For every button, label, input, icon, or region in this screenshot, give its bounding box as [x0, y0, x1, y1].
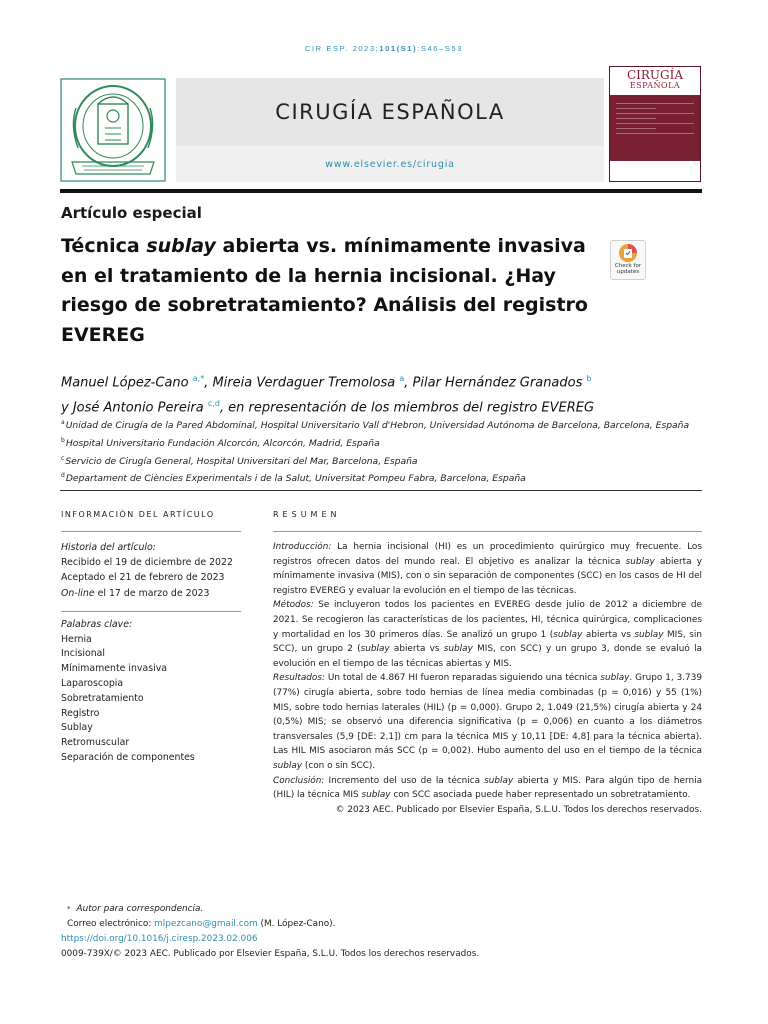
citation-journal: CIR ESP. — [304, 44, 349, 53]
cover-rule — [616, 123, 694, 124]
citation-volume: 101(S1) — [379, 44, 418, 53]
email-note: Correo electrónico: mlpezcano@gmail.com (M. López-Cano). — [67, 919, 336, 929]
cover-rule — [616, 128, 656, 129]
journal-title-band — [176, 78, 604, 146]
keyword-item: Registro — [61, 707, 100, 719]
doi-link[interactable]: https://doi.org/10.1016/j.ciresp.2023.02.006 — [61, 934, 258, 944]
check-updates-label: Check for updates — [614, 263, 642, 275]
abstract-introduction: Introducción: La hernia incisional (HI) es un procedimiento quirúrgico muy frecuente. Los registros ofrecen datos del mundo real. El objetivo es analizar la técnica sublay abierta y mínimamente invasiva (MIS), con o sin separación de componentes (SCC) en los casos de HI del registro EVEREG y evaluar la evolución en el tiempo de las técnicas. — [273, 542, 702, 596]
divider — [273, 531, 702, 532]
abstract-column — [273, 510, 702, 817]
cover-footer — [610, 161, 700, 181]
cover-rule — [616, 108, 656, 109]
affiliation-item: $^a$Unidad de Cirugía de la Pared Abdominal, Hospital Universitario Vall d'Hebron, Universidad Autónoma de Barcelona, Barcelona, España — [61, 419, 690, 432]
keyword-item: Sublay — [61, 722, 93, 734]
author-name[interactable]: Manuel López-Cano — [61, 375, 189, 391]
keyword-item: Hernia — [61, 633, 92, 645]
article-history — [61, 540, 241, 601]
masthead-rule — [60, 189, 702, 193]
check-updates-icon — [618, 243, 638, 263]
article-type: Artículo especial — [61, 204, 202, 222]
email-link[interactable]: mlpezcano@gmail.com — [154, 919, 258, 929]
affiliation-item: $^b$Hospital Universitario Fundación Alcorcón, Alcorcón, Madrid, España — [61, 436, 380, 449]
footnotes — [61, 902, 701, 962]
author-affil-sup[interactable]: b — [586, 374, 592, 383]
online-label: On-line — [61, 587, 95, 599]
keyword-item: Retromuscular — [61, 737, 130, 749]
cover-rule — [616, 113, 694, 114]
cover-rule — [616, 133, 694, 134]
footnote-star: * — [67, 905, 71, 913]
divider — [61, 611, 241, 612]
abstract-heading: RESUMEN — [273, 510, 341, 519]
society-logo — [60, 78, 166, 182]
author-group: , en representación de los miembros del registro EVEREG — [219, 400, 595, 416]
cover-rule — [616, 103, 694, 104]
keywords-label: Palabras clave: — [61, 618, 133, 630]
correspondence-note — [61, 902, 701, 917]
author-name[interactable]: Mireia Verdaguer Tremolosa — [212, 375, 396, 391]
journal-url-link[interactable]: www.elsevier.es/cirugia — [176, 146, 604, 182]
abstract-body — [273, 540, 702, 803]
section-rule — [60, 490, 702, 491]
divider — [61, 531, 241, 532]
journal-title: CIRUGÍA ESPAÑOLA — [275, 100, 505, 124]
affiliation-item: $^d$Departament de Ciències Experimentals i de la Salut, Universitat Pompeu Fabra, Barcelona, España — [61, 472, 526, 485]
article-info-column — [61, 510, 241, 766]
abstract-copyright: © 2023 AEC. Publicado por Elsevier España, S.L.U. Todos los derechos reservados. — [335, 804, 702, 815]
affiliation-item: $^c$Servicio de Cirugía General, Hospital Universitari del Mar, Barcelona, España — [61, 454, 418, 467]
cover-title-line1: CIRUGÍA — [626, 68, 684, 82]
cover-title — [610, 67, 700, 95]
author-name[interactable]: y José Antonio Pereira — [61, 400, 204, 416]
keyword-item: Mínimamente invasiva — [61, 663, 168, 675]
received-date: Recibido el 19 de diciembre de 2022 — [61, 557, 233, 569]
keyword-item: Sobretratamiento — [61, 692, 144, 704]
title-part1: Técnica — [61, 235, 147, 257]
affiliation-list — [61, 416, 711, 487]
issn-copyright: 0009-739X/© 2023 AEC. Publicado por Elsevier España, S.L.U. Todos los derechos reservados. — [61, 949, 480, 959]
cover-rule — [616, 118, 656, 119]
keyword-item: Laparoscopia — [61, 678, 124, 689]
author-name[interactable]: Pilar Hernández Granados — [412, 375, 583, 391]
check-for-updates-button[interactable] — [610, 240, 646, 280]
article-title — [61, 232, 601, 350]
citation-year: 2023; — [352, 44, 380, 53]
keywords-list — [61, 618, 241, 766]
journal-citation — [0, 44, 768, 53]
author-affil-sup[interactable]: a — [399, 374, 405, 383]
title-italic: sublay — [146, 235, 216, 257]
masthead — [60, 66, 702, 190]
citation-pages: :S46–S53 — [417, 44, 464, 53]
title-part2: abierta vs. mínimamente invasiva en el tratamiento de la hernia incisional. ¿Hay riesgo de sobretratamiento? Análisis del registro EVEREG — [61, 235, 588, 346]
online-date: On-line el 17 de marzo de 2023 — [61, 587, 210, 599]
keyword-item: Incisional — [61, 648, 105, 660]
keyword-item: Separación de componentes — [61, 751, 195, 763]
abstract-results: Resultados: Un total de 4.867 HI fueron reparadas siguiendo una técnica sublay. Grupo 1, 3.739 (77%) cirugía abierta, sobre todo hernias de línea media combinadas (p = 0,016) y 55 (1%) MIS, sobre todo hernias laterales (HIL) (p = 0,000). Grupo 2, 1.049 (21,5%) cirugía abierta y 24 (0,5%) MIS; se observó una diferencia significativa (p = 0,006) en cuanto a los diámetros transversales (5,9 [DE: 2,1]) cm para la técnica MIS y 10,11 [DE: 4,8] para la técnica abierta). Las HIL MIS asociaron más SCC (p = 0,002). Hubo aumento del uso en el tiempo de la técnica sublay (con o sin SCC). — [273, 673, 703, 771]
author-list: Manuel López-Cano $^{a,*}$, Mireia Verdaguer Tremolosa $^a$, Pilar Hernández Granados $^b$ y José Antonio Pereira $^{c,d}$, en representación de los miembros del registro EVEREG — [61, 374, 595, 416]
author-affil-sup[interactable]: a,* — [192, 374, 205, 383]
abstract-conclusion: Conclusión: Incremento del uso de la técnica sublay abierta y MIS. Para algún tipo de hernia (HIL) la técnica MIS sublay con SCC asociada puede haber representado un sobretratamiento. — [273, 775, 703, 801]
journal-cover-thumbnail[interactable] — [609, 66, 701, 182]
correspondence-label: Autor para correspondencia. — [76, 904, 204, 914]
article-info-heading: INFORMACIÓN DEL ARTÍCULO — [61, 510, 215, 519]
cover-title-line2: ESPAÑOLA — [629, 81, 681, 90]
accepted-date: Aceptado el 21 de febrero de 2023 — [61, 572, 225, 584]
history-label: Historia del artículo: — [61, 542, 156, 553]
author-affil-sup[interactable]: c,d — [207, 399, 220, 409]
abstract-methods: Métodos: Se incluyeron todos los pacientes en EVEREG desde julio de 2012 a diciembre de 2021. Se recogieron las características de los pacientes, HI, técnica quirúrgica, complicaciones y mortalidad en los 30 primeros días. Se analizó un grupo 1 (sublay abierta vs sublay MIS, sin SCC), un grupo 2 (sublay abierta vs sublay MIS, con SCC) y un grupo 3, donde se evaluó la evolución en el tiempo de las técnicas abiertas y MIS. — [273, 600, 703, 669]
